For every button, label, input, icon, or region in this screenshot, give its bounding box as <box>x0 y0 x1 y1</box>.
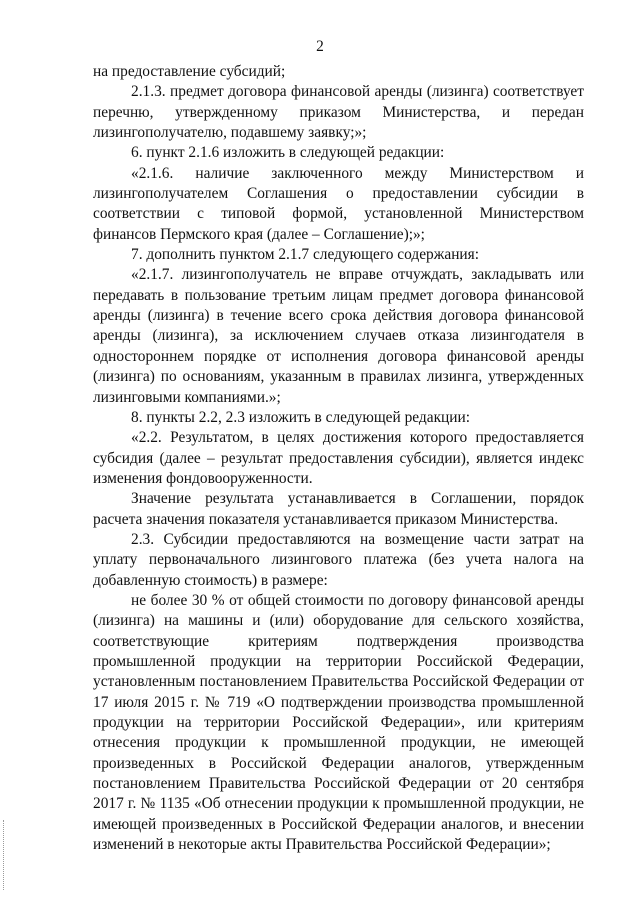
paragraph: 7. дополнить пунктом 2.1.7 следующего содержания: <box>131 246 480 264</box>
paragraph: «2.1.7. лизингополучатель не вправе отчуждать, закладывать или передавать в пользование третьим лицам предмет договора финансовой аренды (лизинга) в течение всего срока действия договора финансовой аренды (лизинга), за исключением случаев отказа лизингодателя в одностороннем порядке от исполнения договора финансовой аренды (лизинга) по основаниям, указанным в правилах лизинга, утвержденных лизинговыми компаниями.»; <box>93 266 584 406</box>
document-body <box>93 62 584 855</box>
page-number: 2 <box>316 38 324 55</box>
paragraph: 6. пункт 2.1.6 изложить в следующей редакции: <box>131 144 445 162</box>
paragraph: 2.3. Субсидии предоставляются на возмещение части затрат на уплату первоначального лизингового платежа (без учета налога на добавленную стоимость) в размере: <box>93 530 584 589</box>
paragraph: 2.1.3. предмет договора финансовой аренды (лизинга) соответствует перечню, утвержденному приказом Министерства, и передан лизингополучателю, подавшему заявку;»; <box>93 83 584 142</box>
paragraph: «2.1.6. наличие заключенного между Министерством и лизингополучателем Соглашения о предоставлении субсидии в соответствии с типовой формой, установленной Министерством финансов Пермского края (далее – Соглашение);»; <box>93 164 584 243</box>
paragraph: 8. пункты 2.2, 2.3 изложить в следующей редакции: <box>131 408 471 426</box>
paragraph: на предоставление субсидий; <box>93 63 286 80</box>
paragraph: «2.2. Результатом, в целях достижения которого предоставляется субсидия (далее – результат предоставления субсидии), является индекс изменения фондовооруженности. <box>93 429 584 487</box>
paragraph: Значение результата устанавливается в Соглашении, порядок расчета значения показателя устанавливается приказом Министерства. <box>93 490 584 528</box>
scan-edge-marks <box>3 820 6 890</box>
paragraph: не более 30 % от общей стоимости по договору финансовой аренды (лизинга) на машины и (или) оборудование для сельского хозяйства, соответствующие критериям подтверждения производства промышленной продукции на территории Российской Федерации, установленным постановлением Правительства Российской Федерации от 17 июля 2015 г. № 719 «О подтверждении производства промышленной продукции на территории Российской Федерации», или критериям отнесения продукции к промышленной продукции, не имеющей произведенных в Российской Федерации аналогов, утвержденным постановлением Правительства Российской Федерации от 20 сентября 2017 г. № 1135 «Об отнесении продукции к промышленной продукции, не имеющей произведенных в Российской Федерации аналогов, и внесении изменений в некоторые акты Правительства Российской Федерации»; <box>93 591 584 854</box>
